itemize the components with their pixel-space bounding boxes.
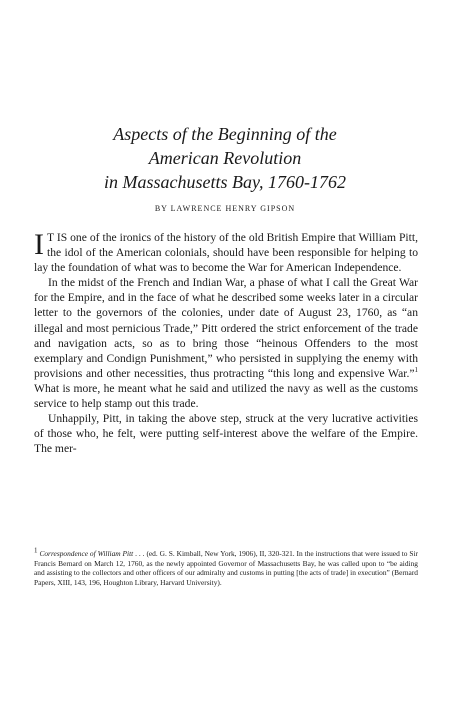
paragraph-2 — [34, 275, 418, 411]
paragraph-3: Unhappily, Pitt, in taking the above step, struck at the very lucrative activities of those who, he felt, were putting self-interest above the welfare of the Empire. The mer- — [34, 412, 418, 455]
paragraph-1-text: T IS one of the ironics of the history of the old British Empire that William Pitt, the idol of the American colonials, should have been responsible for helping to lay the foundation of what was to become the War for American Independence. — [34, 231, 418, 275]
paragraph-1 — [34, 230, 418, 275]
title-line-2: American Revolution — [148, 148, 302, 168]
footnote — [34, 546, 418, 587]
article-body — [34, 230, 418, 411]
drop-cap: I — [34, 228, 44, 261]
title-line-1: Aspects of the Beginning of the — [113, 124, 337, 144]
footnote-mark: 1 — [34, 546, 38, 555]
author-byline: BY LAWRENCE HENRY GIPSON — [154, 204, 296, 213]
article-title — [0, 122, 450, 194]
footnote-text: . . . (ed. G. S. Kimball, New York, 1906), II, 320-321. In the instructions that were issued to Sir Francis Bernard on March 12, 1760, as the newly appointed Governor of Massachusetts Bay, he was called upon to “be aiding and assisting to the collectors and other officers of our admiralty and customs in putting [the acts of trade] in execution” (Bernard Papers, XIII, 143, 196, Houghton Library, Harvard University). — [34, 549, 418, 587]
paragraph-2-text-end: What is more, he meant what he said and utilized the navy as well as the customs service to help stamp out this trade. — [34, 381, 418, 411]
paragraph-2-text: In the midst of the French and Indian War, a phase of what I call the Great War for the Empire, and in the face of what he described some weeks later in a circular letter to the governors of the colonies, under date of August 23, 1760, as “an illegal and most pernicious Trade,” Pitt ordered the strict enforcement of the trade and navigation acts, so as to bring those “heinous Offenders to the most exemplary and Condign Punishment,” who persisted in supplying the enemy with provisions and other necessities, thus protracting “this long and expensive War.” — [34, 276, 418, 380]
footnote-reference: 1 — [414, 365, 418, 374]
title-line-3: in Massachusetts Bay, 1760-1762 — [104, 172, 346, 192]
footnote-cited-title: Correspondence of William Pitt — [39, 549, 134, 558]
